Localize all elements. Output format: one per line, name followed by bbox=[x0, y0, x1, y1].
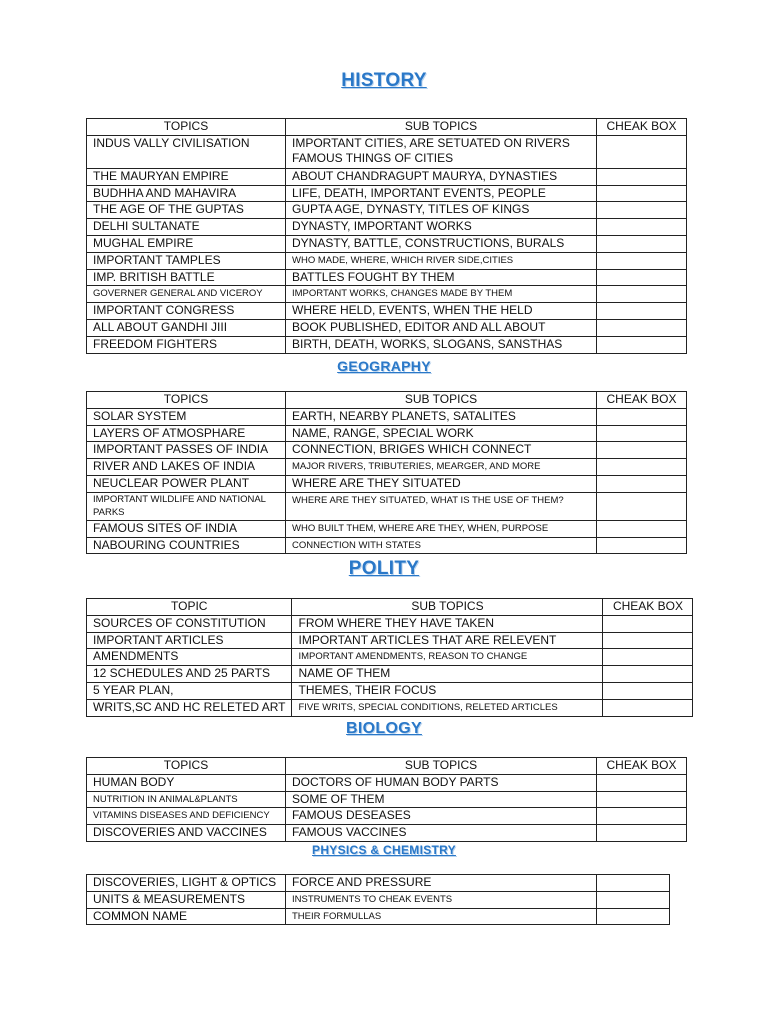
check-box-cell[interactable] bbox=[597, 425, 687, 442]
subtopic-cell: WHO BUILT THEM, WHERE ARE THEY, WHEN, PURPOSE bbox=[286, 520, 597, 537]
table-row bbox=[87, 219, 687, 236]
check-box-cell[interactable] bbox=[597, 408, 687, 425]
subtopic-cell: BIRTH, DEATH, WORKS, SLOGANS, SANSTHAS bbox=[286, 336, 597, 353]
table-row bbox=[87, 303, 687, 320]
subtopic-cell: WHO MADE, WHERE, WHICH RIVER SIDE,CITIES bbox=[286, 252, 597, 269]
table-row bbox=[87, 791, 687, 808]
check-box-cell[interactable] bbox=[597, 825, 687, 842]
subtopic-cell: FORCE AND PRESSURE bbox=[286, 875, 597, 892]
header-sub-topics: SUB TOPICS bbox=[286, 392, 597, 409]
topic-cell: HUMAN BODY bbox=[87, 774, 286, 791]
header-check-box: CHEAK BOX bbox=[597, 758, 687, 775]
history-table bbox=[86, 118, 687, 354]
topic-cell: DISCOVERIES, LIGHT & OPTICS bbox=[87, 875, 286, 892]
check-box-cell[interactable] bbox=[603, 666, 693, 683]
check-box-cell[interactable] bbox=[597, 252, 687, 269]
header-check-box: CHEAK BOX bbox=[597, 392, 687, 409]
topic-cell: IMP. BRITISH BATTLE bbox=[87, 269, 286, 286]
subtopic-cell: CONNECTION WITH STATES bbox=[286, 537, 597, 554]
subtopic-cell: THEMES, THEIR FOCUS bbox=[292, 682, 603, 699]
subtopic-cell: NAME OF THEM bbox=[292, 666, 603, 683]
header-topics: TOPICS bbox=[87, 119, 286, 136]
table-row bbox=[87, 202, 687, 219]
physics-chemistry-table bbox=[86, 874, 670, 925]
topic-cell: MUGHAL EMPIRE bbox=[87, 235, 286, 252]
subtopic-cell: LIFE, DEATH, IMPORTANT EVENTS, PEOPLE bbox=[286, 185, 597, 202]
table-row bbox=[87, 168, 687, 185]
topic-cell: COMMON NAME bbox=[87, 908, 286, 925]
table-row bbox=[87, 492, 687, 520]
subtopic-cell: IMPORTANT AMENDMENTS, REASON TO CHANGE bbox=[292, 649, 603, 666]
check-box-cell[interactable] bbox=[597, 269, 687, 286]
table-row bbox=[87, 185, 687, 202]
table-row bbox=[87, 319, 687, 336]
table-row bbox=[87, 425, 687, 442]
table-row bbox=[87, 908, 670, 925]
subtopic-cell: FROM WHERE THEY HAVE TAKEN bbox=[292, 615, 603, 632]
topic-cell: IMPORTANT CONGRESS bbox=[87, 303, 286, 320]
topic-cell: THE MAURYAN EMPIRE bbox=[87, 168, 286, 185]
polity-table bbox=[86, 598, 693, 717]
physics-chemistry-heading: PHYSICS & CHEMISTRY bbox=[312, 843, 456, 857]
check-box-cell[interactable] bbox=[597, 774, 687, 791]
check-box-cell[interactable] bbox=[597, 475, 687, 492]
table-row bbox=[87, 336, 687, 353]
biology-table bbox=[86, 757, 687, 842]
topic-cell: IMPORTANT PASSES OF INDIA bbox=[87, 442, 286, 459]
subtopic-cell: CONNECTION, BRIGES WHICH CONNECT bbox=[286, 442, 597, 459]
check-box-cell[interactable] bbox=[597, 808, 687, 825]
check-box-cell[interactable] bbox=[597, 537, 687, 554]
polity-heading: POLITY bbox=[348, 558, 420, 579]
topic-cell: NEUCLEAR POWER PLANT bbox=[87, 475, 286, 492]
table-row bbox=[87, 442, 687, 459]
check-box-cell[interactable] bbox=[603, 615, 693, 632]
table-row bbox=[87, 666, 693, 683]
table-row bbox=[87, 235, 687, 252]
subtopic-cell: DOCTORS OF HUMAN BODY PARTS bbox=[286, 774, 597, 791]
topic-cell: RIVER AND LAKES OF INDIA bbox=[87, 459, 286, 476]
table-row bbox=[87, 286, 687, 303]
table-row bbox=[87, 459, 687, 476]
header-topics: TOPICS bbox=[87, 758, 286, 775]
subtopic-cell: NAME, RANGE, SPECIAL WORK bbox=[286, 425, 597, 442]
check-box-cell[interactable] bbox=[597, 442, 687, 459]
subtopic-cell: FAMOUS DESEASES bbox=[286, 808, 597, 825]
table-row bbox=[87, 520, 687, 537]
subtopic-cell: THEIR FORMULLAS bbox=[286, 908, 597, 925]
check-box-cell[interactable] bbox=[597, 286, 687, 303]
subtopic-cell: WHERE HELD, EVENTS, WHEN THE HELD bbox=[286, 303, 597, 320]
table-header-row bbox=[87, 392, 687, 409]
subtopic-cell: WHERE ARE THEY SITUATED, WHAT IS THE USE OF THEM? bbox=[286, 492, 597, 520]
topic-cell: FREEDOM FIGHTERS bbox=[87, 336, 286, 353]
table-row bbox=[87, 252, 687, 269]
check-box-cell[interactable] bbox=[597, 235, 687, 252]
topic-cell: FAMOUS SITES OF INDIA bbox=[87, 520, 286, 537]
check-box-cell[interactable] bbox=[597, 459, 687, 476]
topic-cell: 5 YEAR PLAN, bbox=[87, 682, 292, 699]
check-box-cell[interactable] bbox=[597, 219, 687, 236]
header-topic: TOPIC bbox=[87, 599, 292, 616]
check-box-cell[interactable] bbox=[597, 168, 687, 185]
topic-cell: AMENDMENTS bbox=[87, 649, 292, 666]
subtopic-cell: IMPORTANT WORKS, CHANGES MADE BY THEM bbox=[286, 286, 597, 303]
header-sub-topics: SUB TOPICS bbox=[286, 758, 597, 775]
subtopic-cell: FAMOUS VACCINES bbox=[286, 825, 597, 842]
topic-cell: THE AGE OF THE GUPTAS bbox=[87, 202, 286, 219]
check-box-cell[interactable] bbox=[597, 492, 687, 520]
topic-cell: NABOURING COUNTRIES bbox=[87, 537, 286, 554]
topic-cell: WRITS,SC AND HC RELETED ART bbox=[87, 699, 292, 716]
subtopic-cell: INSTRUMENTS TO CHEAK EVENTS bbox=[286, 891, 597, 908]
topic-cell: DELHI SULTANATE bbox=[87, 219, 286, 236]
table-row bbox=[87, 825, 687, 842]
check-box-cell[interactable] bbox=[597, 336, 687, 353]
topic-cell: SOURCES OF CONSTITUTION bbox=[87, 615, 292, 632]
subtopic-cell: MAJOR RIVERS, TRIBUTERIES, MEARGER, AND MORE bbox=[286, 459, 597, 476]
topic-cell: IMPORTANT WILDLIFE AND NATIONAL PARKS bbox=[87, 492, 286, 520]
check-box-cell[interactable] bbox=[597, 875, 670, 892]
subtopic-cell: DYNASTY, BATTLE, CONSTRUCTIONS, BURALS bbox=[286, 235, 597, 252]
table-row bbox=[87, 875, 670, 892]
header-sub-topics: SUB TOPICS bbox=[292, 599, 603, 616]
topic-cell: SOLAR SYSTEM bbox=[87, 408, 286, 425]
subtopic-cell bbox=[286, 135, 597, 168]
table-row bbox=[87, 475, 687, 492]
check-box-cell[interactable] bbox=[597, 319, 687, 336]
subtopic-cell: BOOK PUBLISHED, EDITOR AND ALL ABOUT bbox=[286, 319, 597, 336]
subtopic-cell: FIVE WRITS, SPECIAL CONDITIONS, RELETED ARTICLES bbox=[292, 699, 603, 716]
topic-cell: ALL ABOUT GANDHI JIII bbox=[87, 319, 286, 336]
subtopic-cell: BATTLES FOUGHT BY THEM bbox=[286, 269, 597, 286]
header-check-box: CHEAK BOX bbox=[597, 119, 687, 136]
table-header-row bbox=[87, 758, 687, 775]
table-header-row bbox=[87, 599, 693, 616]
topic-cell: BUDHHA AND MAHAVIRA bbox=[87, 185, 286, 202]
subtopic-line: FAMOUS THINGS OF CITIES bbox=[292, 150, 454, 165]
check-box-cell[interactable] bbox=[597, 891, 670, 908]
biology-heading: BIOLOGY bbox=[346, 720, 422, 737]
table-row bbox=[87, 135, 687, 168]
table-row bbox=[87, 408, 687, 425]
check-box-cell[interactable] bbox=[597, 303, 687, 320]
header-sub-topics: SUB TOPICS bbox=[286, 119, 597, 136]
table-row bbox=[87, 682, 693, 699]
check-box-cell[interactable] bbox=[597, 202, 687, 219]
topic-cell: DISCOVERIES AND VACCINES bbox=[87, 825, 286, 842]
subtopic-cell: GUPTA AGE, DYNASTY, TITLES OF KINGS bbox=[286, 202, 597, 219]
topic-cell: INDUS VALLY CIVILISATION bbox=[87, 135, 286, 168]
history-heading: HISTORY bbox=[341, 70, 427, 91]
topic-cell: VITAMINS DISEASES AND DEFICIENCY bbox=[87, 808, 286, 825]
check-box-cell[interactable] bbox=[603, 632, 693, 649]
table-row bbox=[87, 808, 687, 825]
table-row bbox=[87, 649, 693, 666]
check-box-cell[interactable] bbox=[597, 135, 687, 168]
check-box-cell[interactable] bbox=[603, 649, 693, 666]
topic-cell: UNITS & MEASUREMENTS bbox=[87, 891, 286, 908]
table-row bbox=[87, 774, 687, 791]
topic-cell: IMPORTANT TAMPLES bbox=[87, 252, 286, 269]
check-box-cell[interactable] bbox=[597, 791, 687, 808]
check-box-cell[interactable] bbox=[603, 699, 693, 716]
table-row bbox=[87, 699, 693, 716]
check-box-cell[interactable] bbox=[597, 520, 687, 537]
table-row bbox=[87, 537, 687, 554]
subtopic-cell: DYNASTY, IMPORTANT WORKS bbox=[286, 219, 597, 236]
table-header-row bbox=[87, 119, 687, 136]
check-box-cell[interactable] bbox=[597, 908, 670, 925]
subtopic-line: IMPORTANT CITIES, ARE SETUATED ON RIVERS bbox=[292, 135, 570, 150]
subtopic-cell: SOME OF THEM bbox=[286, 791, 597, 808]
header-topics: TOPICS bbox=[87, 392, 286, 409]
topic-cell: LAYERS OF ATMOSPHARE bbox=[87, 425, 286, 442]
subtopic-cell: EARTH, NEARBY PLANETS, SATALITES bbox=[286, 408, 597, 425]
header-check-box: CHEAK BOX bbox=[603, 599, 693, 616]
topic-cell: NUTRITION IN ANIMAL&PLANTS bbox=[87, 791, 286, 808]
topic-cell: GOVERNER GENERAL AND VICEROY bbox=[87, 286, 286, 303]
subtopic-cell: ABOUT CHANDRAGUPT MAURYA, DYNASTIES bbox=[286, 168, 597, 185]
geography-table bbox=[86, 391, 687, 554]
table-row bbox=[87, 269, 687, 286]
check-box-cell[interactable] bbox=[603, 682, 693, 699]
table-row bbox=[87, 615, 693, 632]
table-row bbox=[87, 632, 693, 649]
geography-heading: GEOGRAPHY bbox=[337, 358, 431, 374]
topic-cell: 12 SCHEDULES AND 25 PARTS bbox=[87, 666, 292, 683]
subtopic-cell: WHERE ARE THEY SITUATED bbox=[286, 475, 597, 492]
topic-cell: IMPORTANT ARTICLES bbox=[87, 632, 292, 649]
subtopic-cell: IMPORTANT ARTICLES THAT ARE RELEVENT bbox=[292, 632, 603, 649]
check-box-cell[interactable] bbox=[597, 185, 687, 202]
table-row bbox=[87, 891, 670, 908]
